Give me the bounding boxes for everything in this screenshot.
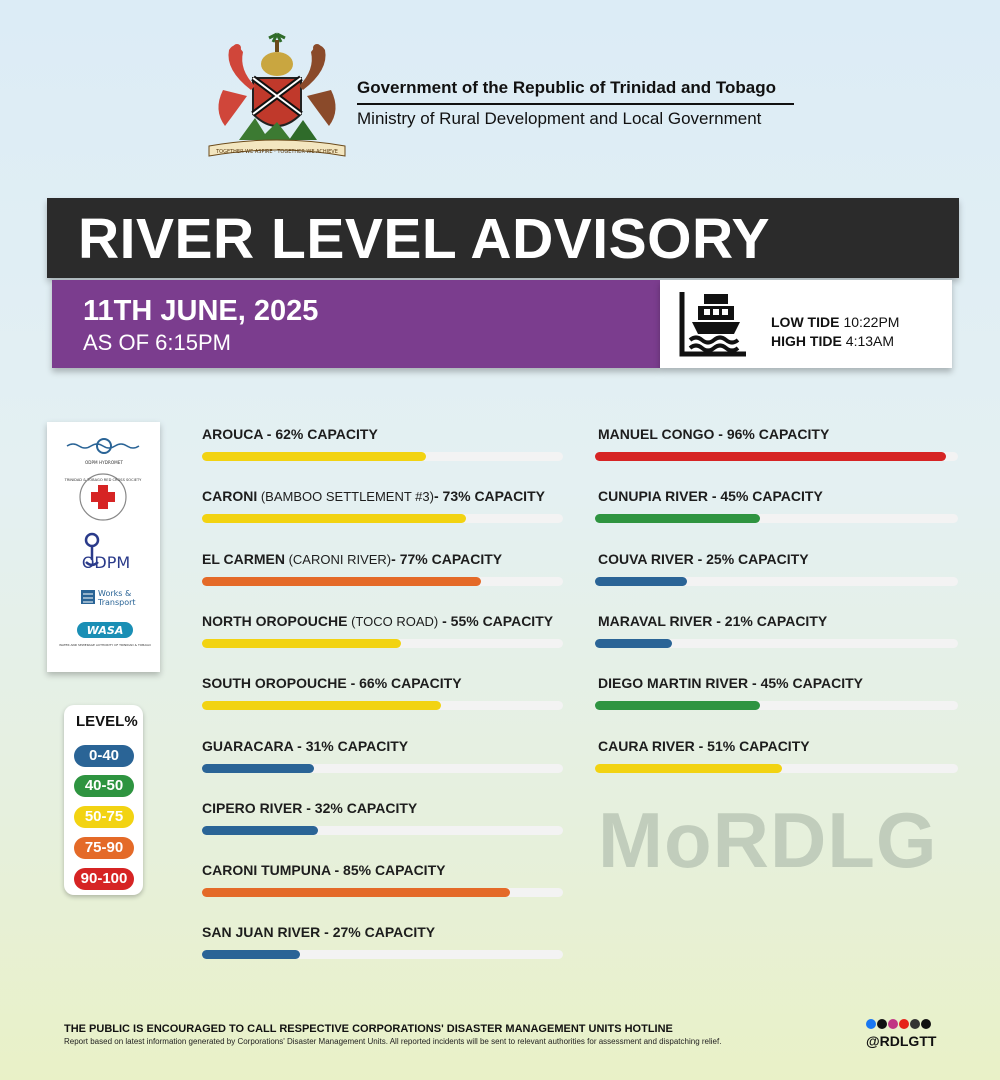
capacity-track — [202, 514, 563, 523]
odpm-logo — [80, 530, 131, 576]
high-tide-label: HIGH TIDE — [771, 333, 842, 349]
capacity-track — [202, 577, 563, 586]
high-tide — [771, 333, 894, 349]
capacity-fill — [202, 950, 300, 959]
low-tide-time: 10:22PM — [843, 314, 900, 330]
page-title: RIVER LEVEL ADVISORY — [78, 207, 771, 271]
works-logo-text-b: Transport — [98, 598, 136, 607]
capacity-track — [595, 452, 958, 461]
river-capacity: - 32% CAPACITY — [302, 800, 418, 816]
capacity-track — [202, 826, 563, 835]
river-label — [202, 800, 417, 816]
river-capacity: - 45% CAPACITY — [748, 675, 863, 691]
river-name: SAN JUAN RIVER — [202, 924, 321, 940]
legend-pill: 50-75 — [74, 806, 134, 828]
red-cross-logo-text: TRINIDAD & TOBAGO RED CROSS SOCIETY — [64, 478, 142, 482]
mordlg-watermark: MoRDLG — [598, 796, 938, 884]
river-label — [202, 862, 445, 878]
capacity-track — [202, 950, 563, 959]
capacity-fill — [595, 701, 760, 710]
hydromet-logo-text: ODPM HYDROMET — [85, 460, 123, 465]
river-label — [598, 488, 823, 504]
river-name: MANUEL CONGO — [598, 426, 715, 442]
river-capacity: - 21% CAPACITY — [712, 613, 828, 629]
river-capacity: - 66% CAPACITY — [346, 675, 462, 691]
threads-icon[interactable] — [910, 1019, 920, 1029]
river-name: EL CARMEN — [202, 551, 285, 567]
river-label — [598, 551, 809, 567]
legend-pill: 0-40 — [74, 745, 134, 767]
river-name: CUNUPIA RIVER — [598, 488, 708, 504]
capacity-track — [202, 888, 563, 897]
capacity-track — [595, 577, 958, 586]
tide-boat-icon — [678, 290, 748, 358]
capacity-fill — [202, 701, 441, 710]
facebook-icon[interactable] — [866, 1019, 876, 1029]
capacity-fill — [202, 639, 401, 648]
footer-disclaimer: Report based on latest information generated by Corporations' Disaster Management Units. All reported incidents will be sent to relevant authorities for assessment and dispatching relief. — [64, 1037, 722, 1046]
capacity-track — [595, 639, 958, 648]
social-handle[interactable]: @RDLGTT — [866, 1033, 937, 1049]
capacity-track — [202, 639, 563, 648]
river-name: NORTH OROPOUCHE — [202, 613, 348, 629]
instagram-icon[interactable] — [888, 1019, 898, 1029]
coat-of-arms-logo — [203, 30, 351, 160]
river-label — [598, 675, 863, 691]
partner-logos-card — [47, 422, 160, 672]
river-label — [202, 738, 408, 754]
river-capacity: - 96% CAPACITY — [714, 426, 830, 442]
hydromet-logo — [65, 436, 143, 468]
red-cross-logo — [64, 472, 142, 522]
capacity-fill — [202, 826, 318, 835]
ministry-name: Ministry of Rural Development and Local Government — [357, 109, 762, 128]
river-label — [598, 738, 810, 754]
river-name: CIPERO RIVER — [202, 800, 303, 816]
river-location: (TOCO ROAD) — [347, 614, 439, 629]
legend-pill: 90-100 — [74, 868, 134, 890]
level-legend — [64, 705, 143, 895]
capacity-fill — [202, 452, 426, 461]
tiktok-icon[interactable] — [921, 1019, 931, 1029]
river-capacity: - 25% CAPACITY — [693, 551, 809, 567]
capacity-track — [202, 701, 563, 710]
capacity-fill — [202, 514, 466, 523]
river-label — [202, 675, 462, 691]
river-capacity: - 73% CAPACITY — [433, 488, 545, 504]
capacity-track — [595, 514, 958, 523]
river-name: SOUTH OROPOUCHE — [202, 675, 347, 691]
river-location: (CARONI RIVER) — [284, 552, 392, 567]
river-capacity: - 77% CAPACITY — [391, 551, 503, 567]
works-logo-text-a: Works & — [98, 589, 132, 598]
high-tide-time: 4:13AM — [845, 333, 895, 349]
capacity-track — [202, 452, 563, 461]
capacity-fill — [202, 888, 510, 897]
river-label — [598, 613, 827, 629]
river-label — [202, 426, 378, 442]
river-label — [202, 488, 545, 504]
works-transport-logo — [79, 586, 135, 608]
legend-pill: 75-90 — [74, 837, 134, 859]
capacity-fill — [595, 639, 672, 648]
river-capacity: - 55% CAPACITY — [438, 613, 554, 629]
footer-notice: THE PUBLIC IS ENCOURAGED TO CALL RESPECTIVE CORPORATIONS' DISASTER MANAGEMENT UNITS HOTLINE — [64, 1023, 673, 1035]
capacity-track — [595, 764, 958, 773]
river-label — [202, 613, 553, 629]
river-name: COUVA RIVER — [598, 551, 694, 567]
wasa-logo-text: WASA — [86, 624, 124, 637]
river-label — [598, 426, 829, 442]
river-capacity: - 51% CAPACITY — [694, 738, 810, 754]
capacity-fill — [202, 577, 481, 586]
river-name: CAURA RIVER — [598, 738, 695, 754]
river-location: (BAMBOO SETTLEMENT #3) — [257, 489, 434, 504]
capacity-fill — [595, 577, 687, 586]
river-name: DIEGO MARTIN RIVER — [598, 675, 749, 691]
legend-pill: 40-50 — [74, 775, 134, 797]
river-name: GUARACARA — [202, 738, 294, 754]
capacity-track — [595, 701, 958, 710]
river-name: MARAVAL RIVER — [598, 613, 713, 629]
youtube-icon[interactable] — [899, 1019, 909, 1029]
capacity-fill — [595, 764, 782, 773]
capacity-fill — [202, 764, 314, 773]
advisory-time: AS OF 6:15PM — [83, 330, 231, 355]
river-capacity: - 27% CAPACITY — [320, 924, 436, 940]
river-capacity: - 31% CAPACITY — [293, 738, 409, 754]
low-tide-label: LOW TIDE — [771, 314, 840, 330]
x-icon[interactable] — [877, 1019, 887, 1029]
crest-motto: TOGETHER WE ASPIRE · TOGETHER WE ACHIEVE — [216, 149, 338, 155]
wasa-logo — [59, 618, 151, 654]
government-name: Government of the Republic of Trinidad and Tobago — [357, 78, 794, 105]
river-capacity: - 62% CAPACITY — [262, 426, 378, 442]
advisory-date: 11TH JUNE, 2025 — [83, 295, 319, 327]
odpm-logo-text: ODPM — [81, 553, 131, 572]
river-label — [202, 924, 435, 940]
river-capacity: - 85% CAPACITY — [330, 862, 446, 878]
low-tide — [771, 314, 899, 330]
river-name: AROUCA — [202, 426, 263, 442]
capacity-track — [202, 764, 563, 773]
capacity-fill — [595, 514, 760, 523]
capacity-fill — [595, 452, 946, 461]
wasa-logo-subtext: WATER AND SEWERAGE AUTHORITY OF TRINIDAD & TOBAGO — [59, 643, 151, 647]
river-name: CARONI — [202, 488, 258, 504]
social-icons — [866, 1019, 946, 1031]
river-name: CARONI TUMPUNA — [202, 862, 331, 878]
river-label — [202, 551, 502, 567]
legend-title: LEVEL% — [76, 713, 138, 730]
river-capacity: - 45% CAPACITY — [707, 488, 823, 504]
